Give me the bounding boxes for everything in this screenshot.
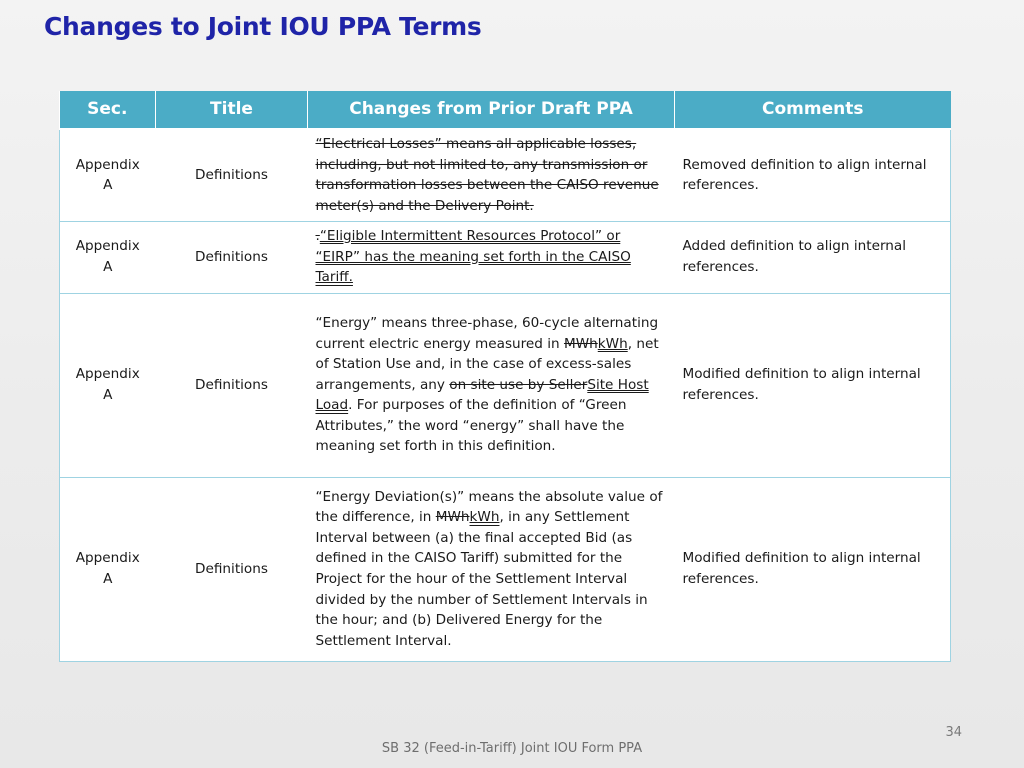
- sec-line-1: Appendix: [75, 366, 140, 383]
- deleted-mark: .: [315, 228, 320, 245]
- sec-cell: [60, 477, 156, 661]
- table-row: [60, 293, 951, 477]
- header-changes: Changes from Prior Draft PPA: [308, 91, 675, 129]
- deleted-text: MWh: [563, 335, 598, 352]
- sec-line-2: A: [103, 387, 113, 403]
- sec-line-2: A: [103, 259, 113, 275]
- deleted-text: on site use by Seller: [449, 376, 588, 393]
- inserted-text: “Eligible Intermittent Resources Protocol” or “EIRP” has the meaning set forth in the CAISO Tariff.: [315, 228, 631, 286]
- sec-cell: [60, 221, 156, 293]
- page-number: 34: [945, 725, 962, 740]
- change-text: “Energy Deviation(s)” means the absolute value of the difference, in: [315, 488, 663, 526]
- changes-table: [59, 91, 951, 662]
- sec-line-2: A: [103, 177, 113, 194]
- table-row: [60, 129, 951, 221]
- title-cell: Definitions: [156, 221, 308, 293]
- title-cell: Definitions: [156, 293, 308, 477]
- comment-cell: Modified definition to align internal references.: [675, 293, 951, 477]
- inserted-text: kWh: [597, 335, 628, 352]
- title-cell: Definitions: [156, 129, 308, 221]
- deleted-text: MWh: [435, 509, 470, 526]
- sec-line-2: A: [103, 571, 113, 587]
- comment-cell: Added definition to align internal references.: [675, 221, 951, 293]
- change-cell: [308, 477, 675, 661]
- table-header-row: [60, 91, 951, 129]
- comment-cell: Modified definition to align internal references.: [675, 477, 951, 661]
- table-row: [60, 477, 951, 661]
- deleted-text: “Electrical Losses” means all applicable losses, including, but not limited to, any transmission or transformation losses between the CAISO revenue meter(s) and the Delivery Point.: [315, 136, 659, 214]
- comment-cell: Removed definition to align internal references.: [675, 129, 951, 221]
- sec-cell: [60, 129, 156, 221]
- header-title: Title: [156, 91, 308, 129]
- slide-title: Changes to Joint IOU PPA Terms: [44, 12, 482, 41]
- sec-line-1: Appendix: [75, 156, 140, 173]
- change-text: , in any Settlement Interval between (a) the final accepted Bid (as defined in the CAISO Tariff) submitted for the Project for the hour of the Settlement Interval divided by the number of Settlement Intervals in the hour; and (b) Delivered Energy for the Settlement Interval.: [315, 509, 648, 649]
- sec-line-1: Appendix: [75, 238, 140, 255]
- inserted-text: Site Host Load: [315, 376, 649, 414]
- change-cell: [308, 293, 675, 477]
- slide-footer: SB 32 (Feed-in-Tariff) Joint IOU Form PPA: [381, 741, 643, 756]
- change-text: “Energy” means three-phase, 60-cycle alternating current electric energy measured in: [315, 314, 659, 352]
- sec-cell: [60, 293, 156, 477]
- title-cell: Definitions: [156, 477, 308, 661]
- change-cell: [308, 221, 675, 293]
- sec-line-1: Appendix: [75, 550, 140, 567]
- change-cell: [308, 129, 675, 221]
- inserted-text: kWh: [469, 509, 500, 526]
- header-sec: Sec.: [60, 91, 156, 129]
- change-text: , net of Station Use and, in the case of excess-sales arrangements, any: [315, 335, 659, 393]
- table-row: [60, 221, 951, 293]
- header-comments: Comments: [675, 91, 951, 129]
- change-text: . For purposes of the definition of “Green Attributes,” the word “energy” shall have the meaning set forth in this definition.: [315, 397, 627, 455]
